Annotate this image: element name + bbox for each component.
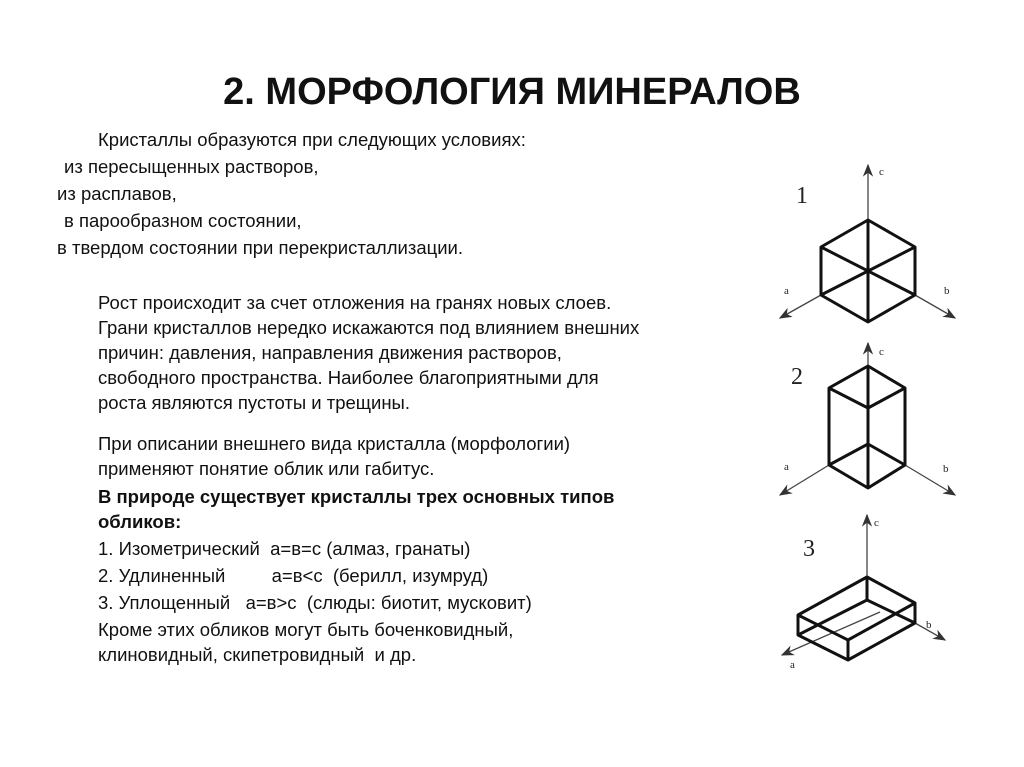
axis-label: c <box>874 517 879 529</box>
other-line: Кроме этих обликов могут быть боченковидный, <box>98 619 514 640</box>
figure-number: 3 <box>803 536 815 562</box>
type-item: 1. Изометрический а=в=с (алмаз, гранаты) <box>98 538 471 559</box>
elongated-crystal <box>829 366 905 488</box>
habit-line: применяют понятие облик или габитус. <box>98 458 435 479</box>
flattened-crystal <box>798 577 915 660</box>
type-item: 3. Уплощенный а=в>с (слюды: биотит, мусковит) <box>98 592 532 613</box>
condition-item: в парообразном состоянии, <box>64 210 302 231</box>
axis-label: c <box>879 166 884 178</box>
other-line: клиновидный, скипетровидный и др. <box>98 644 417 665</box>
axis-label: a <box>790 659 795 671</box>
habit-line: При описании внешнего вида кристалла (морфологии) <box>98 433 571 454</box>
isometric-crystal <box>821 220 915 322</box>
growth-line: Грани кристаллов нередко искажаются под влиянием внешних <box>98 317 640 338</box>
growth-line: свободного пространства. Наиболее благоприятными для <box>98 367 599 388</box>
axis-label: a <box>784 285 789 297</box>
condition-item: из пересыщенных растворов, <box>64 156 319 177</box>
slide-title: 2. МОРФОЛОГИЯ МИНЕРАЛОВ <box>223 71 801 113</box>
axis-label: b <box>944 285 950 297</box>
condition-item: из расплавов, <box>57 183 177 204</box>
condition-item: в твердом состоянии при перекристаллизации. <box>57 237 464 258</box>
axis-label: a <box>784 461 789 473</box>
growth-line: Рост происходит за счет отложения на гранях новых слоев. <box>98 292 612 313</box>
growth-line: роста являются пустоты и трещины. <box>98 392 410 413</box>
axis-label: b <box>943 463 949 475</box>
axis-label: b <box>926 619 932 631</box>
intro-text: Кристаллы образуются при следующих условиях: <box>98 129 526 150</box>
figure-number: 1 <box>796 183 808 209</box>
types-heading-line: В природе существует кристаллы трех основных типов <box>98 486 615 507</box>
growth-line: причин: давления, направления движения растворов, <box>98 342 562 363</box>
types-heading-line: обликов: <box>98 511 182 532</box>
axis-label: c <box>879 346 884 358</box>
figure-number: 2 <box>791 364 803 390</box>
type-item: 2. Удлиненный а=в<с (берилл, изумруд) <box>98 565 489 586</box>
